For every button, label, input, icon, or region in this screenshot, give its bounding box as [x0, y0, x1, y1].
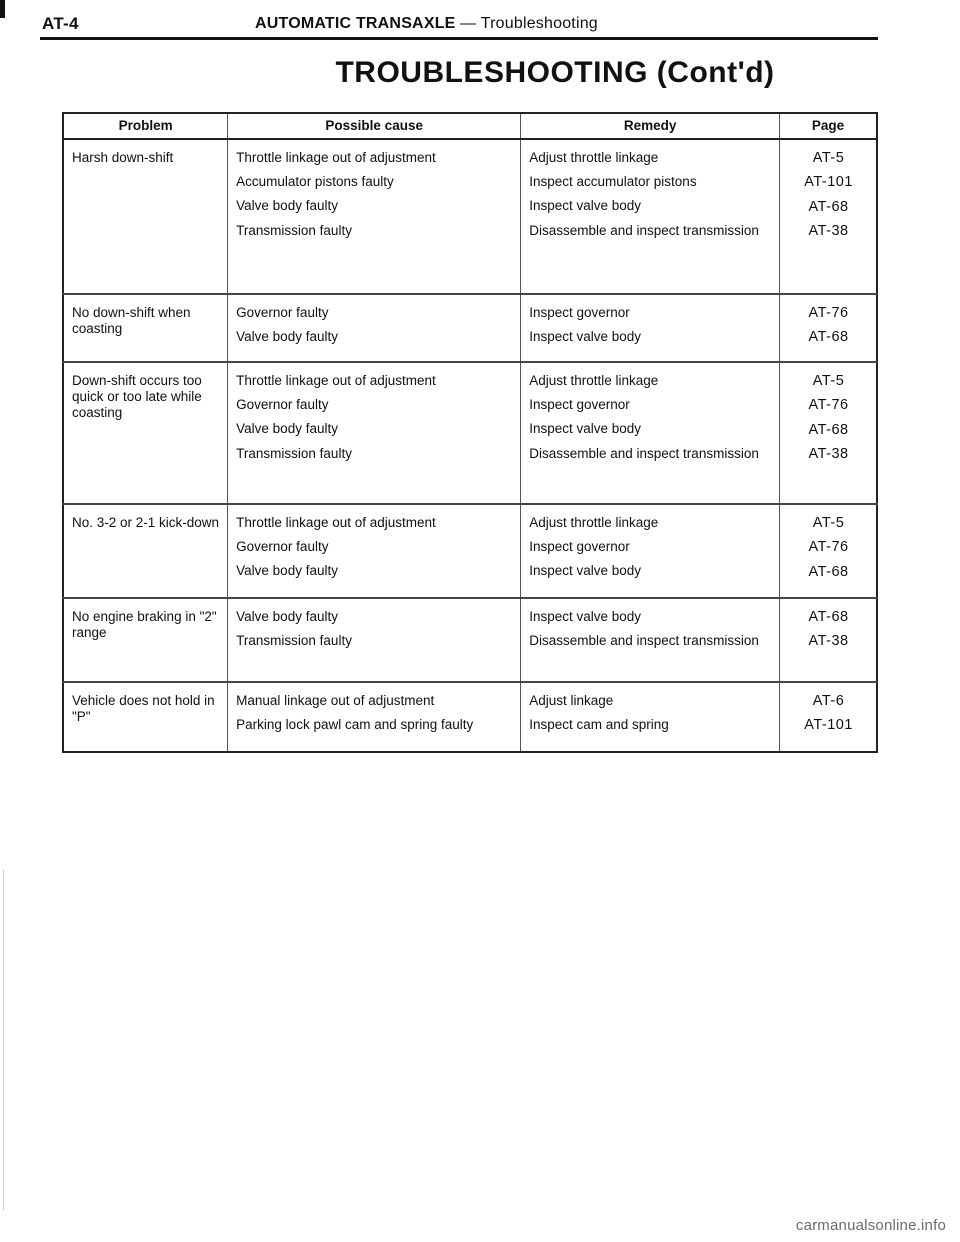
cause-item: Throttle linkage out of adjustment — [236, 515, 436, 530]
problem-text: Down-shift occurs too quick or too late while coasting — [72, 373, 202, 421]
page-ref: AT-76 — [808, 305, 849, 321]
page-header — [0, 0, 960, 48]
table-header-row — [63, 113, 877, 139]
remedy-item: Inspect valve body — [529, 329, 642, 345]
remedy-item: Disassemble and inspect transmission — [529, 633, 759, 649]
page-ref: AT-76 — [808, 397, 849, 414]
page-ref: AT-5 — [812, 373, 845, 389]
problem-cell — [63, 294, 228, 362]
section-title-separator: — — [455, 15, 481, 32]
cause-cell — [228, 362, 521, 504]
page-ref: AT-76 — [808, 539, 849, 556]
problem-text: No down-shift when coasting — [72, 305, 191, 337]
remedy-item: Adjust throttle linkage — [529, 515, 659, 530]
page-cell — [780, 139, 877, 294]
cause-item: Throttle linkage out of adjustment — [236, 150, 436, 165]
page-cell — [780, 294, 877, 362]
problem-cell — [63, 598, 228, 682]
header-rule — [40, 37, 878, 40]
page-cell — [780, 598, 877, 682]
page-title: TROUBLESHOOTING (Cont'd) — [335, 56, 775, 89]
table-row — [63, 682, 877, 752]
cause-cell — [228, 598, 521, 682]
cause-item: Accumulator pistons faulty — [236, 174, 394, 190]
remedy-item: Inspect cam and spring — [529, 717, 669, 733]
table-row — [63, 504, 877, 598]
page-ref: AT-38 — [808, 223, 849, 240]
problem-cell — [63, 504, 228, 598]
table-row — [63, 294, 877, 362]
page-ref: AT-6 — [812, 693, 845, 709]
cause-cell — [228, 139, 521, 294]
cause-item: Throttle linkage out of adjustment — [236, 373, 436, 388]
remedy-item: Inspect valve body — [529, 609, 642, 624]
table-row — [63, 139, 877, 294]
cause-item: Manual linkage out of adjustment — [236, 693, 435, 708]
cause-item: Valve body faulty — [236, 421, 338, 437]
remedy-item: Inspect valve body — [529, 563, 642, 579]
page-cell — [780, 682, 877, 752]
cause-cell — [228, 504, 521, 598]
page-number: AT-4 — [42, 14, 79, 33]
cause-item: Valve body faulty — [236, 198, 338, 214]
page-cell — [780, 362, 877, 504]
remedy-item: Inspect governor — [529, 305, 630, 320]
cause-item: Valve body faulty — [236, 609, 338, 624]
page-ref: AT-38 — [808, 633, 849, 650]
page-ref: AT-68 — [808, 609, 849, 625]
section-title — [255, 15, 598, 33]
column-header-problem: Problem — [63, 113, 228, 139]
cause-item: Governor faulty — [236, 397, 329, 413]
cause-cell — [228, 294, 521, 362]
page-ref: AT-68 — [808, 198, 849, 215]
problem-text: Vehicle does not hold in "P" — [72, 693, 215, 725]
page-ref: AT-5 — [812, 515, 845, 531]
troubleshooting-table — [62, 112, 878, 753]
remedy-item: Adjust throttle linkage — [529, 373, 659, 388]
cause-item: Valve body faulty — [236, 329, 338, 345]
table-row — [63, 598, 877, 682]
page-ref: AT-101 — [804, 174, 853, 191]
problem-text: No. 3-2 or 2-1 kick-down — [72, 515, 220, 530]
section-title-rest: Troubleshooting — [480, 15, 598, 32]
problem-cell — [63, 139, 228, 294]
column-header-page: Page — [780, 113, 877, 139]
cause-item: Transmission faulty — [236, 222, 352, 238]
remedy-cell — [521, 139, 780, 294]
cause-item: Transmission faulty — [236, 633, 352, 649]
page-ref: AT-5 — [812, 150, 845, 166]
remedy-cell — [521, 598, 780, 682]
column-header-cause: Possible cause — [228, 113, 521, 139]
remedy-item: Disassemble and inspect transmission — [529, 222, 759, 238]
table-row — [63, 362, 877, 504]
cause-item: Transmission faulty — [236, 445, 352, 461]
page-ref: AT-68 — [808, 421, 849, 438]
remedy-item: Adjust throttle linkage — [529, 150, 659, 165]
remedy-cell — [521, 682, 780, 752]
problem-cell — [63, 682, 228, 752]
cause-cell — [228, 682, 521, 752]
remedy-item: Disassemble and inspect transmission — [529, 445, 759, 461]
problem-cell — [63, 362, 228, 504]
remedy-item: Inspect valve body — [529, 421, 642, 437]
page-ref: AT-101 — [804, 717, 853, 734]
page-ref: AT-68 — [808, 563, 849, 580]
cause-item: Valve body faulty — [236, 563, 338, 579]
page-cell — [780, 504, 877, 598]
section-title-bold: AUTOMATIC TRANSAXLE — [255, 15, 456, 32]
remedy-item: Inspect valve body — [529, 198, 642, 214]
cause-item: Governor faulty — [236, 539, 329, 555]
remedy-cell — [521, 504, 780, 598]
remedy-item: Inspect governor — [529, 397, 630, 413]
remedy-cell — [521, 362, 780, 504]
column-header-remedy: Remedy — [521, 113, 780, 139]
cause-item: Parking lock pawl cam and spring faulty — [236, 717, 474, 733]
remedy-item: Inspect accumulator pistons — [529, 174, 697, 190]
scan-artifact-line — [3, 870, 4, 1210]
cause-item: Governor faulty — [236, 305, 329, 320]
page-ref: AT-68 — [808, 329, 849, 346]
remedy-cell — [521, 294, 780, 362]
problem-text: Harsh down-shift — [72, 150, 174, 165]
watermark: carmanualsonline.info — [795, 1217, 946, 1234]
problem-text: No engine braking in "2" range — [72, 609, 217, 641]
remedy-item: Adjust linkage — [529, 693, 614, 708]
page-ref: AT-38 — [808, 446, 849, 463]
remedy-item: Inspect governor — [529, 539, 630, 555]
table-body — [63, 139, 877, 752]
